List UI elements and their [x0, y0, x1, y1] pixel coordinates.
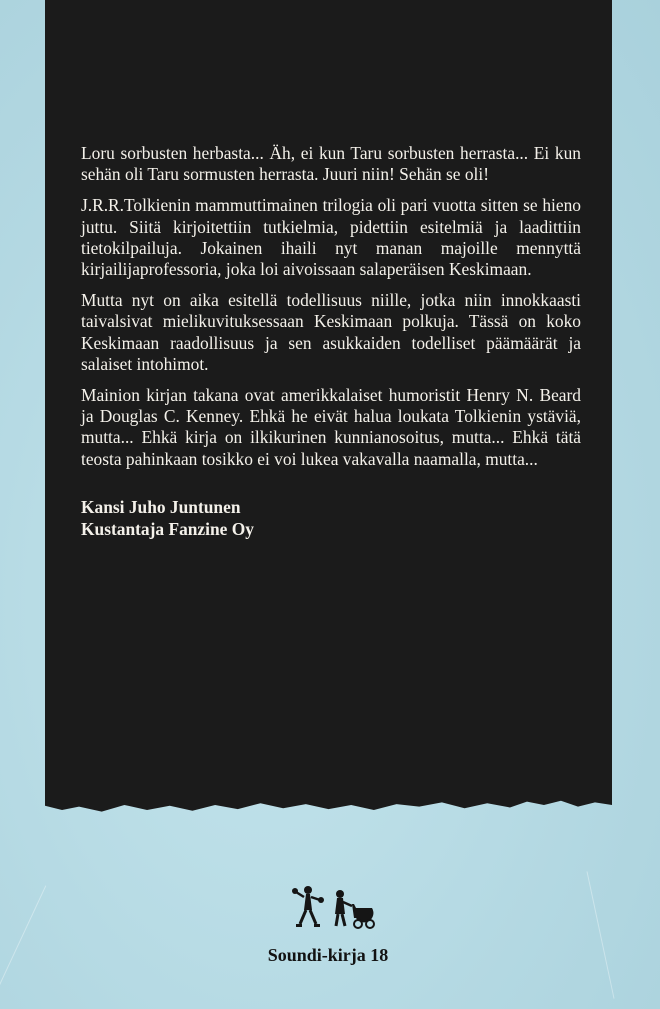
- publisher-credit: Kustantaja Fanzine Oy: [81, 518, 254, 539]
- blurb-paragraph: Mainion kirjan takana ovat amerikkalaiset humoristit Henry N. Beard ja Douglas C. Kenney. Ehkä he eivät halua loukata Tolkienin ystäviä, mutta... Ehkä kirja on ilkikurinen kunnianosoitus, mutta... Ehkä tätä teosta pahinkaan tosikko ei voi lukea vakavalla naamalla, mutta...: [81, 385, 581, 469]
- paper-crease: [586, 871, 614, 998]
- paper-crease: [0, 885, 46, 994]
- blurb-text: [81, 143, 581, 540]
- blurb-paragraph: Loru sorbusten herbasta... Äh, ei kun Taru sorbusten herrasta... Ei kun sehän oli Taru sormusten herrasta. Juuri niin! Sehän se oli!: [81, 143, 581, 185]
- blurb-paragraph: Mutta nyt on aika esitellä todellisuus niille, jotka niin innokkaasti taivalsivat mielikuvituksessaan Keskimaan polkuja. Tässä on koko Keskimaan raadollisuus ja sen asukkaiden todelliset päämäärät ja salaiset intohimot.: [81, 290, 581, 374]
- credits: [81, 496, 581, 540]
- boxer-and-pram-logo-icon: [290, 882, 376, 932]
- cover-credit: Kansi Juho Juntunen: [81, 496, 241, 517]
- series-label: Soundi-kirja 18: [267, 945, 389, 965]
- blurb-paragraph: J.R.R.Tolkienin mammuttimainen trilogia oli pari vuotta sitten se hieno juttu. Siitä kirjoitettiin tutkielmia, pidettiin esitelmiä ja laadittiin tietokilpailuja. Jokainen ihaili nyt manan majoille mennyttä kirjailijaprofessoria, joka loi aivoissaan salaperäisen Keskimaan.: [81, 195, 581, 280]
